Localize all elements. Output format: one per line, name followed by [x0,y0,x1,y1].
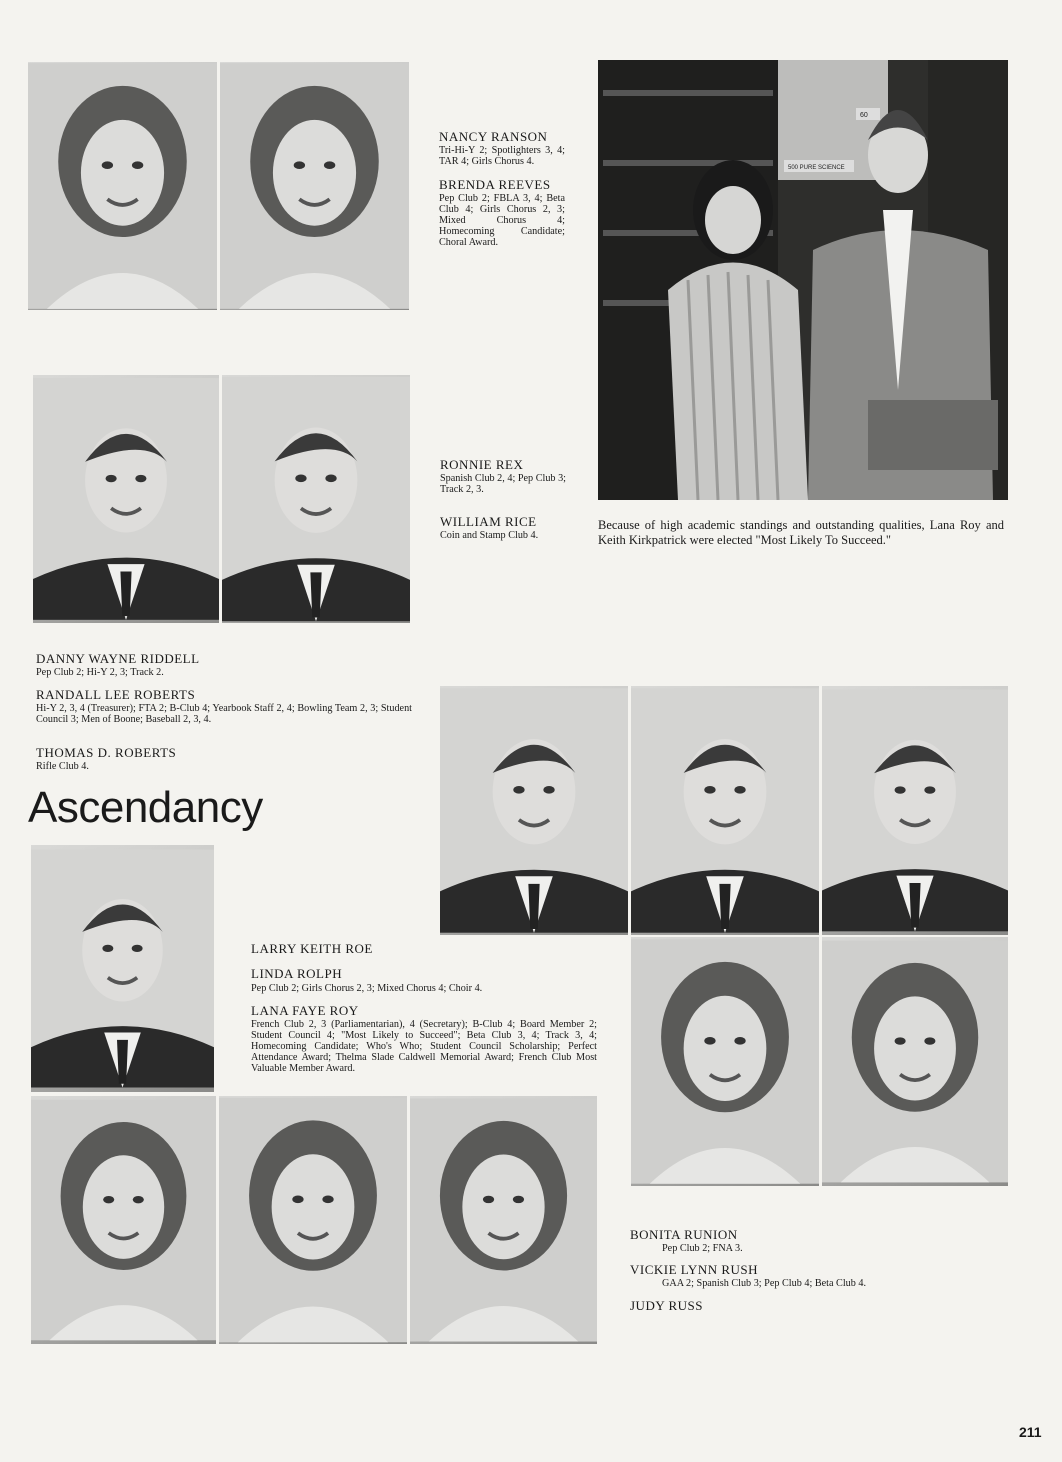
student-activities: Coin and Stamp Club 4. [440,530,539,541]
student-name: LANA FAYE ROY [251,1003,359,1018]
portrait-william-rice [222,375,410,623]
portrait-image [631,686,819,935]
portrait-image [410,1096,597,1344]
portrait-lana-faye-roy [822,686,1008,935]
portrait-thomas-roberts [31,845,214,1092]
portrait-image [631,937,819,1186]
student-name: DANNY WAYNE RIDDELL [36,651,200,666]
portrait-image [31,845,214,1092]
page-number: 211 [1019,1424,1042,1440]
portrait-bonita-runion [631,937,819,1186]
portrait-image [31,1096,216,1344]
student-activities: Pep Club 2; Girls Chorus 2, 3; Mixed Chorus 4; Choir 4. [251,983,483,994]
portrait-image [28,62,217,310]
student-name: RANDALL LEE ROBERTS [36,687,196,702]
portrait-bottom-1 [31,1096,216,1344]
portrait-brenda-reeves [220,62,409,310]
student-name: WILLIAM RICE [440,514,537,529]
portrait-ronnie-rex [33,375,219,623]
portrait-image [222,375,410,623]
student-activities: French Club 2, 3 (Parliamentarian), 4 (Secretary); B-Club 4; Board Member 2; Student Council 4; "Most Likely to Succeed"; Beta Club 3, 4; Track 3, 4; Homecoming Candidate; Who's Who; Student Council Scholarship; Perfect Attendance Award; Thelma Slade Caldwell Memorial Award; French Club Most Valuable Member Award. [251,1019,597,1074]
student-name: BRENDA REEVES [439,177,551,192]
student-activities: Pep Club 2; FNA 3. [662,1243,743,1254]
portrait-image [822,937,1008,1186]
student-activities: Spanish Club 2, 4; Pep Club 3; Track 2, 3. [440,473,566,495]
student-activities: GAA 2; Spanish Club 3; Pep Club 4; Beta Club 4. [662,1278,867,1289]
portrait-image [440,686,628,935]
student-name: THOMAS D. ROBERTS [36,745,177,760]
shelf-number-text: 60 [860,112,868,119]
student-activities: Hi-Y 2, 3, 4 (Treasurer); FTA 2; B-Club 4; Yearbook Staff 2, 4; Bowling Team 2, 3; Student Council 3; Men of Boone; Baseball 2, 3, 4. [36,703,412,725]
portrait-larry-keith-roe [440,686,628,935]
portrait-bottom-3 [410,1096,597,1344]
student-name: JUDY RUSS [630,1298,704,1313]
portrait-nancy-ranson [28,62,217,310]
portrait-bottom-2 [219,1096,407,1344]
feature-photo-library [598,60,1008,500]
feature-caption: Because of high academic standings and outstanding qualities, Lana Roy and Keith Kirkpatrick were elected "Most Likely To Succeed." [598,518,1004,547]
student-name: BONITA RUNION [630,1227,738,1242]
student-activities: Pep Club 2; FBLA 3, 4; Beta Club 4; Girls Chorus 2, 3; Mixed Chorus 4; Homecoming Candidate; Choral Award. [439,193,565,248]
portrait-image [33,375,219,623]
student-name: NANCY RANSON [439,129,548,144]
portrait-vickie-lynn-rush [822,937,1008,1186]
portrait-image [220,62,409,310]
portrait-image [822,686,1008,935]
student-name: LINDA ROLPH [251,966,343,981]
student-name: RONNIE REX [440,457,524,472]
shelf-sign-text: 500 PURE SCIENCE [788,165,845,171]
portrait-linda-rolph [631,686,819,935]
student-activities: Rifle Club 4. [36,761,89,772]
page-title: Ascendancy [28,783,263,832]
library-scene [598,60,1008,500]
student-activities: Pep Club 2; Hi-Y 2, 3; Track 2. [36,667,164,678]
student-activities: Tri-Hi-Y 2; Spotlighters 3, 4; TAR 4; Girls Chorus 4. [439,145,565,167]
portrait-image [219,1096,407,1344]
student-name: VICKIE LYNN RUSH [630,1262,759,1277]
student-name: LARRY KEITH ROE [251,941,373,956]
